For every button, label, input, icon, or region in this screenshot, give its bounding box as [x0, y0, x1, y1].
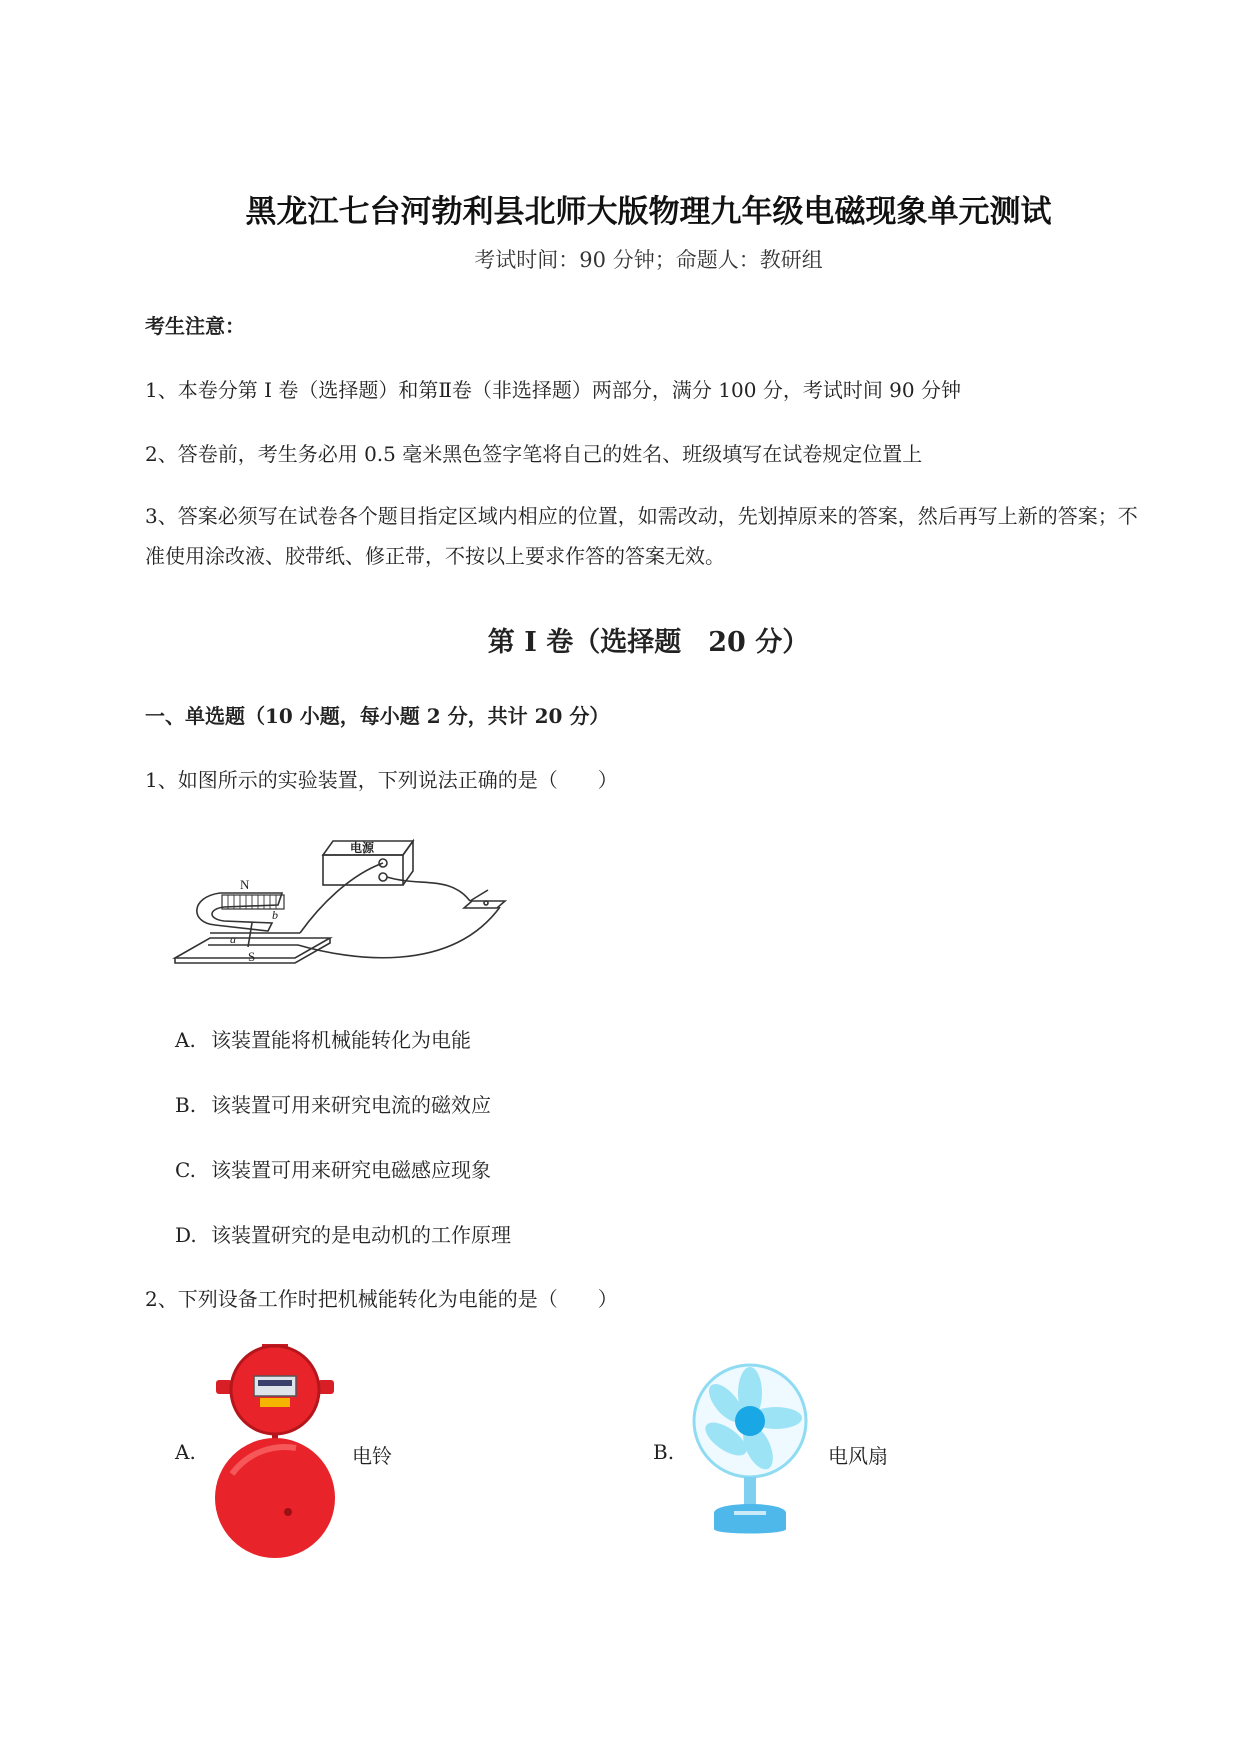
power-source-label: 电源: [350, 841, 375, 855]
option-letter: A.: [175, 1028, 196, 1052]
document-title: 黑龙江七台河勃利县北师大版物理九年级电磁现象单元测试: [245, 194, 1052, 230]
option-text: 该装置可用来研究电磁感应现象: [211, 1158, 491, 1182]
question-stem: 1、如图所示的实验装置，下列说法正确的是（ ）: [145, 768, 618, 792]
section-title: 第 I 卷（选择题 20 分）: [487, 627, 810, 658]
experiment-apparatus-figure: [170, 835, 530, 975]
option-letter: A.: [175, 1440, 196, 1464]
option-letter: B.: [175, 1093, 197, 1117]
option-text: 电风扇: [828, 1444, 888, 1468]
question-stem: 2、下列设备工作时把机械能转化为电能的是（ ）: [145, 1287, 618, 1311]
south-pole-label: S: [248, 949, 256, 964]
option-text: 电铃: [352, 1444, 392, 1468]
option-a[interactable]: [175, 1024, 471, 1053]
document-subtitle: 考试时间：90 分钟；命题人：教研组: [474, 248, 823, 272]
notice-item: 3、答案必须写在试卷各个题目指定区域内相应的位置，如需改动，先划掉原来的答案，然后再写上新的答案；不准使用涂改液、胶带纸、修正带，不按以上要求作答的答案无效。: [145, 504, 1138, 568]
option-letter: C.: [175, 1158, 196, 1182]
option-letter: B.: [653, 1440, 675, 1464]
notice-item: 1、本卷分第 I 卷（选择题）和第Ⅱ卷（非选择题）两部分，满分 100 分，考试时间 90 分钟: [145, 378, 961, 402]
notice-heading: 考生注意：: [145, 314, 245, 338]
north-pole-label: N: [240, 877, 250, 892]
option-d[interactable]: [175, 1219, 511, 1248]
option-text: 该装置能将机械能转化为电能: [211, 1028, 471, 1052]
point-b-label: b: [272, 908, 278, 922]
option-letter: D.: [175, 1223, 197, 1247]
option-b[interactable]: [653, 1440, 674, 1464]
option-a[interactable]: [175, 1440, 196, 1464]
option-c[interactable]: [175, 1154, 491, 1183]
option-text: 该装置研究的是电动机的工作原理: [211, 1223, 511, 1247]
option-b[interactable]: [175, 1089, 491, 1118]
option-text: 该装置可用来研究电流的磁效应: [211, 1093, 491, 1117]
part-heading: 一、单选题（10 小题，每小题 2 分，共计 20 分）: [145, 704, 610, 728]
electric-fan-image: [688, 1363, 812, 1539]
notice-item: 2、答卷前，考生务必用 0.5 毫米黑色签字笔将自己的姓名、班级填写在试卷规定位置上: [145, 442, 923, 466]
point-a-label: a: [230, 932, 236, 946]
electric-bell-image: [210, 1344, 340, 1559]
